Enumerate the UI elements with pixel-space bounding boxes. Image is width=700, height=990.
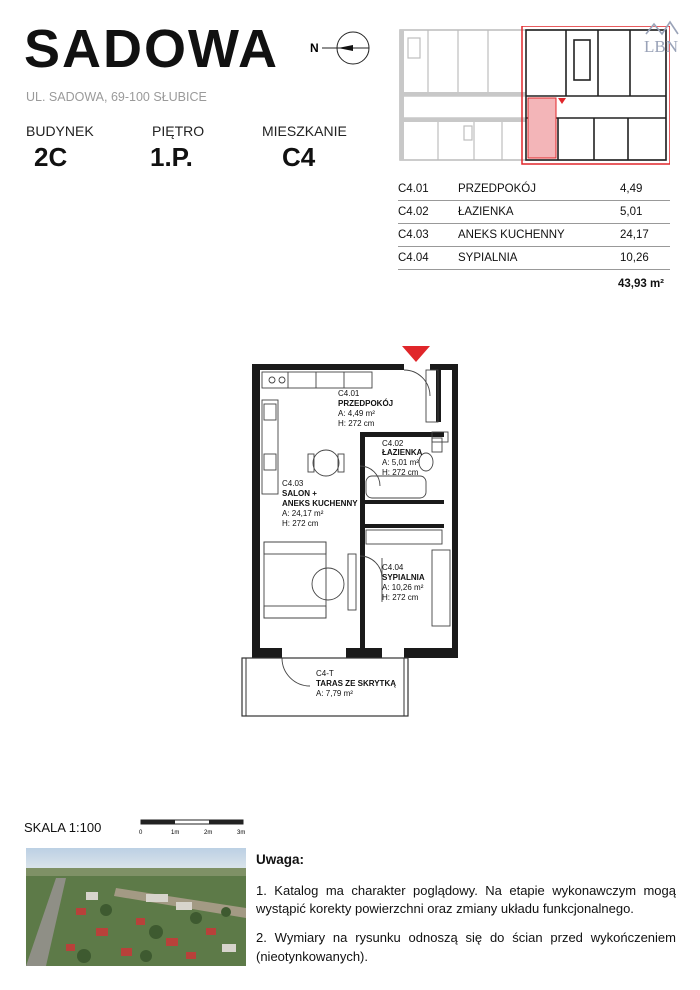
living-area: A: 24,17 m² — [282, 509, 324, 518]
building-value: 2C — [34, 142, 68, 172]
logo-text: LBN — [644, 37, 678, 56]
hall-height: H: 272 cm — [338, 419, 375, 428]
room-code: C4.02 — [398, 206, 429, 218]
floor-value: 1.P. — [150, 142, 193, 172]
apartment-label: MIESZKANIE — [262, 123, 347, 139]
room-area: 24,17 — [620, 229, 649, 241]
hall-name: PRZEDPOKÓJ — [338, 399, 394, 408]
hall-code: C4.01 — [338, 389, 360, 398]
address: UL. SADOWA, 69-100 SŁUBICE — [26, 90, 207, 104]
hall-area: A: 4,49 m² — [338, 409, 375, 418]
scale-tick: 1m — [171, 830, 180, 836]
room-name: ŁAZIENKA — [458, 206, 514, 218]
scale-bar — [138, 818, 250, 838]
floor-label: PIĘTRO — [152, 123, 205, 139]
room-area: 10,26 — [620, 252, 649, 264]
terrace-code: C4-T — [316, 669, 334, 678]
table-row — [398, 247, 670, 270]
room-name: ANEKS KUCHENNY — [458, 229, 565, 241]
room-code: C4.03 — [398, 229, 429, 241]
living-height: H: 272 cm — [282, 519, 319, 528]
table-row — [398, 224, 670, 247]
bed-code: C4.04 — [382, 563, 404, 572]
room-area: 5,01 — [620, 206, 643, 218]
bed-height: H: 272 cm — [382, 593, 419, 602]
notes — [256, 850, 676, 977]
building-label: BUDYNEK — [26, 123, 94, 139]
scale-label: SKALA 1:100 — [24, 820, 102, 835]
room-code: C4.04 — [398, 252, 429, 264]
floor-plan — [236, 340, 466, 720]
room-code: C4.01 — [398, 183, 429, 195]
room-table — [398, 178, 670, 290]
scale-tick: 3m — [237, 830, 246, 836]
room-name: SYPIALNIA — [458, 252, 518, 264]
living-name2: ANEKS KUCHENNY — [282, 499, 358, 508]
bath-code: C4.02 — [382, 439, 404, 448]
apartment-value: C4 — [282, 142, 316, 172]
table-row — [398, 178, 670, 201]
page-title: SADOWA — [24, 19, 279, 79]
bath-name: ŁAZIENKA — [382, 448, 423, 457]
note-2: 2. Wymiary na rysunku odnoszą się do ścian przed wykończeniem (nieotynkowanych). — [256, 930, 676, 965]
terrace-name: TARAS ZE SKRYTKĄ — [316, 679, 396, 688]
entrance-arrow-icon — [402, 346, 430, 362]
bed-name: SYPIALNIA — [382, 573, 425, 582]
bath-height: H: 272 cm — [382, 468, 419, 477]
notes-heading: Uwaga: — [256, 852, 305, 867]
lbn-logo-icon — [640, 14, 690, 58]
total-area: 43,93 m² — [617, 278, 664, 290]
north-symbol: N — [310, 41, 319, 55]
scale-tick: 0 — [139, 830, 143, 836]
aerial-photo — [26, 848, 246, 966]
living-name1: SALON + — [282, 489, 317, 498]
bath-area: A: 5,01 m² — [382, 458, 419, 467]
living-code: C4.03 — [282, 479, 304, 488]
note-1: 1. Katalog ma charakter poglądowy. Na etapie wykonawczym mogą wystąpić korekty powierzchni oraz zmiany układu funkcjonalnego. — [256, 882, 676, 917]
room-area: 4,49 — [620, 183, 643, 195]
room-name: PRZEDPOKÓJ — [458, 183, 536, 195]
north-compass-icon — [308, 28, 374, 68]
terrace-area: A: 7,79 m² — [316, 689, 353, 698]
table-row — [398, 201, 670, 224]
key-plan — [398, 26, 670, 166]
scale-tick: 2m — [204, 830, 213, 836]
bed-area: A: 10,26 m² — [382, 583, 424, 592]
